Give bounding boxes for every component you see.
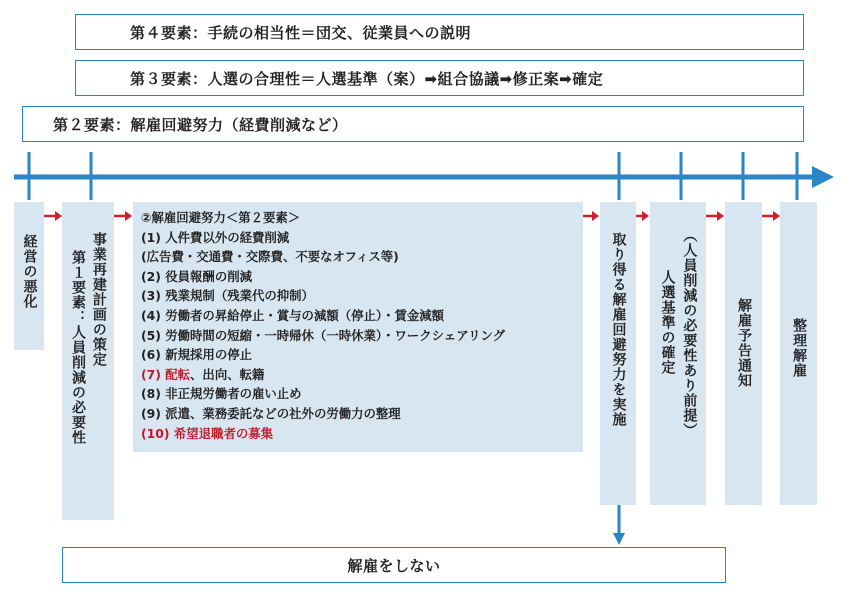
element4-label: 第４要素：手続の相当性＝団交、従業員への説明 [130, 23, 472, 42]
measure-item-7-emphasis: (7) 配転 [141, 366, 191, 382]
measure-item: (3) 残業規制（残業代の抑制） [141, 288, 314, 304]
step-selection-criteria [650, 202, 706, 505]
measure-item-7-rest: 、出向、転籍 [190, 366, 265, 382]
measure-item: (4) 労働者の昇給停止・賞与の減額（停止）・賃金減額 [141, 307, 445, 323]
measure-item: (2) 役員報酬の削減 [141, 268, 252, 284]
element2-label: 第２要素：解雇回避努力（経費削減など） [53, 115, 348, 134]
step-restructuring-dismissal-label: 整理解雇 [790, 318, 807, 378]
measure-item: (広告費・交通費・交際費、不要なオフィス等) [141, 249, 399, 265]
timeline-arrowhead [812, 166, 834, 188]
step-business-worsening [14, 202, 44, 350]
measures-title: ②解雇回避努力＜第２要素＞ [141, 210, 301, 225]
measure-item: (8) 非正規労働者の雇い止め [141, 386, 302, 402]
down-arrowhead [613, 533, 625, 545]
measure-item-7 [141, 365, 575, 385]
step-dismissal-notice [725, 202, 762, 505]
step-implement-avoidance-label: 取り得る解雇回避努力を実施 [610, 232, 627, 427]
step-selection-criteria-note: （人員削減の必要性あり前提） [681, 228, 698, 438]
measure-item-10: (10) 希望退職者の募集 [141, 425, 274, 441]
first-element-label: 第１要素：人員削減の必要性 [70, 250, 86, 445]
step-restructuring-dismissal [780, 202, 817, 505]
measure-item: (9) 派遣、業務委託などの社外の労働力の整理 [141, 405, 401, 421]
element3-label: 第３要素：人選の合理性＝人選基準（案）➡組合協議➡修正案➡確定 [130, 69, 604, 88]
step-implement-avoidance [600, 202, 636, 505]
step-restructuring-plan [62, 202, 114, 520]
measure-item: (6) 新規採用の停止 [141, 347, 252, 363]
step-dismissal-notice-label: 解雇予告通知 [735, 298, 752, 388]
outcome-label: 解雇をしない [347, 556, 441, 575]
outcome-box [62, 547, 726, 583]
step-business-worsening-label: 経営の悪化 [21, 234, 38, 309]
step-selection-criteria-label: 人選基準の確定 [659, 270, 676, 375]
step-restructuring-plan-label: 事業再建計画の策定 [90, 232, 107, 367]
measure-item: (5) 労働時間の短縮・一時帰休（一時休業）・ワークシェアリング [141, 327, 506, 343]
avoidance-measures-box [133, 202, 583, 452]
measure-item: (1) 人件費以外の経費削減 [141, 229, 290, 245]
